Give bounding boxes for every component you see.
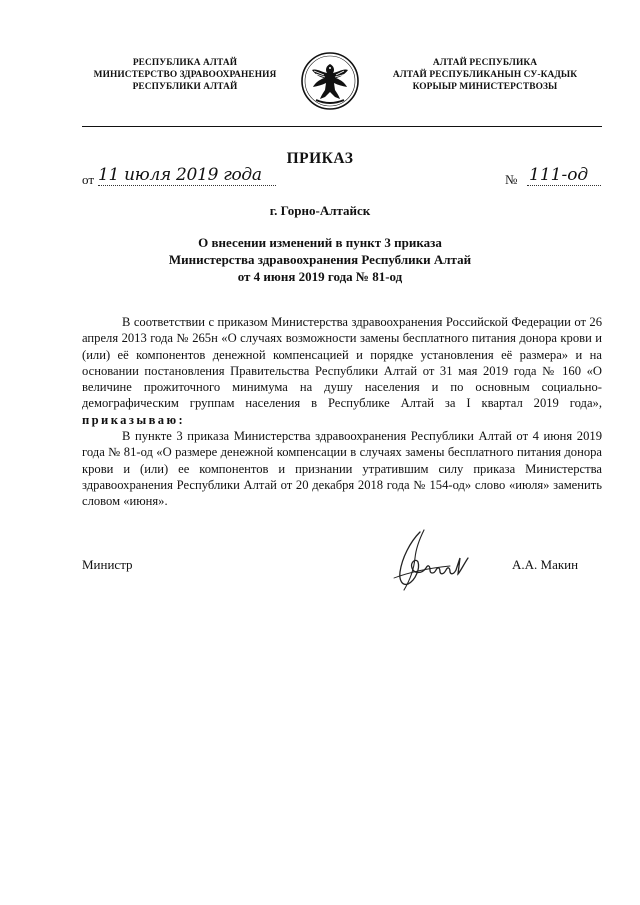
header-left-line-2: МИНИСТЕРСТВО ЗДРАВООХРАНЕНИЯ — [93, 70, 277, 80]
paragraph-1 — [82, 314, 602, 428]
order-date — [82, 165, 292, 191]
handwritten-signature — [380, 528, 490, 594]
altai-emblem-icon — [300, 50, 360, 112]
number-prefix: № — [505, 172, 518, 187]
paragraph-2: В пункте 3 приказа Министерства здравоохранения Республики Алтай от 4 июня 2019 года № 81-од «О размере денежной компенсации в случаях замены бесплатного питания донора крови и (или) ее компонентов и признании утратившим силу приказа Министерства здравоохранения Республики Алтай от 20 декабря 2018 года № 154-од» слово «июля» заменить словом «июня». — [82, 429, 602, 509]
header-right-line-1: АЛТАЙ РЕСПУБЛИКА — [432, 58, 538, 68]
header-right-line-2: АЛТАЙ РЕСПУБЛИКАНЫН СУ-КАДЫК — [392, 70, 578, 80]
header-left-line-3: РЕСПУБЛИКИ АЛТАЙ — [132, 82, 238, 92]
subject-line-2: Министерства здравоохранения Республики Алтай — [168, 252, 472, 267]
subject-line-3: от 4 июня 2019 года № 81-од — [237, 269, 403, 284]
date-underline — [98, 185, 276, 186]
signatory-title: Министр — [82, 557, 133, 572]
header-right-block — [375, 57, 595, 93]
header-left-line-1: РЕСПУБЛИКА АЛТАЙ — [132, 58, 238, 68]
signatory-name: А.А. Макин — [512, 557, 579, 572]
handwritten-date: 11 июля 2019 года — [98, 165, 262, 185]
order-body — [82, 314, 602, 510]
paragraph-1-text: В соответствии с приказом Министерства здравоохранения Российской Федерации от 26 апреля 2013 года № 265н «О случаях возможности замены бесплатного питания донора крови и (или) её компонентов денежной компенсацией и порядке установления её размера» и на основании постановления Правительства Республики Алтай от 31 мая 2019 года № 160 «О величине прожиточного минимума на душу населения и по основным социально-демографическим группам населения в Республике Алтай за I квартал 2019 года», — [82, 315, 602, 411]
order-subject — [0, 234, 640, 285]
order-keyword: приказываю: — [82, 412, 186, 427]
subject-line-1: О внесении изменений в пункт 3 приказа — [198, 235, 442, 250]
city: г. Горно-Алтайск — [269, 203, 371, 218]
handwritten-number: 111-од — [529, 165, 589, 185]
number-underline — [527, 185, 601, 186]
header-left-block — [85, 57, 285, 93]
header-divider — [82, 126, 602, 127]
order-number — [505, 165, 605, 191]
header-right-line-3: КОРЫЫР МИНИСТЕРСТВОЗЫ — [412, 82, 558, 92]
document-title: ПРИКАЗ — [286, 150, 354, 167]
date-prefix: от — [82, 172, 95, 187]
